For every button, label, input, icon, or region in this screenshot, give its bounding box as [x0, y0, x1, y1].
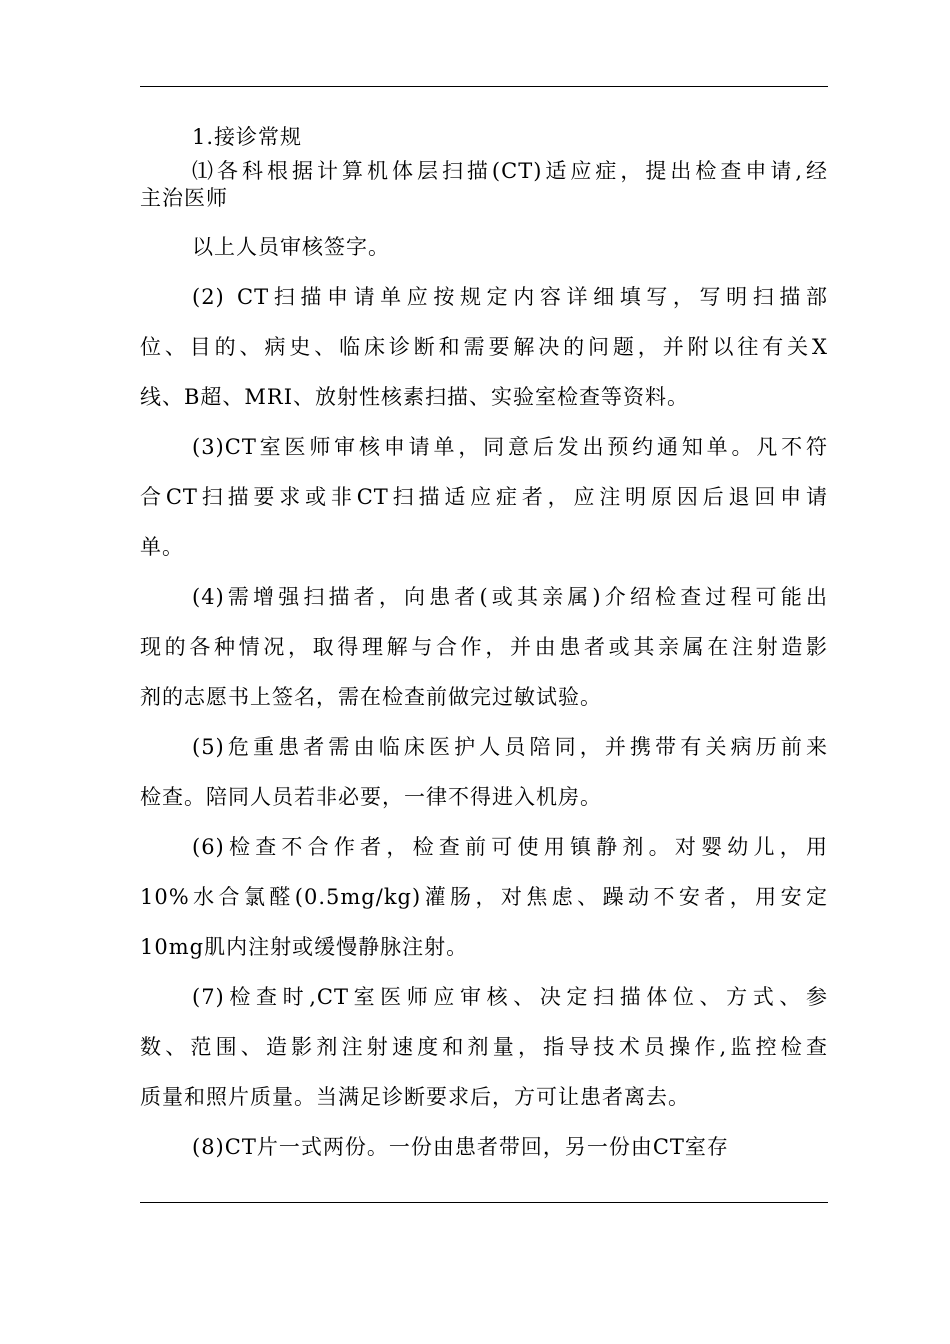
paragraph-line: (3)CT室医师审核申请单，同意后发出预约通知单。凡不符	[192, 435, 828, 459]
document-body	[140, 112, 828, 1172]
paragraph-line: (5)危重患者需由临床医护人员陪同，并携带有关病历前来	[192, 735, 828, 759]
paragraph-line: 位、目的、病史、临床诊断和需要解决的问题，并附以往有关X	[140, 335, 828, 359]
paragraph-line: 合CT扫描要求或非CT扫描适应症者，应注明原因后退回申请	[140, 485, 828, 509]
paragraph-line: (8)CT片一式两份。一份由患者带回，另一份由CT室存	[192, 1135, 729, 1159]
paragraph-line: ⑴各科根据计算机体层扫描(CT)适应症，提出检查申请,经	[192, 159, 828, 183]
section-heading-text: 1.接诊常规	[192, 125, 303, 149]
paragraph-line: 单。	[140, 535, 184, 559]
paragraph-3	[140, 422, 828, 572]
paragraph-4	[140, 572, 828, 722]
paragraph-7	[140, 972, 828, 1122]
paragraph-6	[140, 822, 828, 972]
paragraph-line: 10%水合氯醛(0.5mg/kg)灌肠，对焦虑、躁动不安者，用安定	[140, 885, 828, 909]
paragraph-line: 现的各种情况，取得理解与合作，并由患者或其亲属在注射造影	[140, 635, 828, 659]
paragraph-2	[140, 272, 828, 422]
paragraph-line: 以上人员审核签字。	[192, 235, 390, 259]
paragraph-line: (2) CT扫描申请单应按规定内容详细填写，写明扫描部	[192, 285, 828, 309]
paragraph-line: (7)检查时,CT室医师应审核、决定扫描体位、方式、参	[192, 985, 828, 1009]
paragraph-line: (6)检查不合作者，检查前可使用镇静剂。对婴幼儿，用	[192, 835, 828, 859]
paragraph-line: 质量和照片质量。当满足诊断要求后，方可让患者离去。	[140, 1085, 690, 1109]
paragraph-8	[140, 1122, 828, 1172]
paragraph-5	[140, 722, 828, 822]
paragraph-line: 检查。陪同人员若非必要，一律不得进入机房。	[140, 785, 602, 809]
footer-rule	[140, 1202, 828, 1203]
paragraph-line: 剂的志愿书上签名，需在检查前做完过敏试验。	[140, 685, 602, 709]
paragraph-line: 线、B超、MRI、放射性核素扫描、实验室检查等资料。	[140, 385, 690, 409]
paragraph-1-continued	[140, 222, 828, 272]
paragraph-line: 主治医师	[140, 186, 228, 210]
paragraph-1	[140, 158, 828, 212]
paragraph-line: 10mg肌内注射或缓慢静脉注射。	[140, 935, 469, 959]
paragraph-line: (4)需增强扫描者，向患者(或其亲属)介绍检查过程可能出	[192, 585, 828, 609]
paragraph-line: 数、范围、造影剂注射速度和剂量，指导技术员操作,监控检查	[140, 1035, 828, 1059]
header-rule	[140, 86, 828, 87]
section-heading	[140, 112, 828, 158]
